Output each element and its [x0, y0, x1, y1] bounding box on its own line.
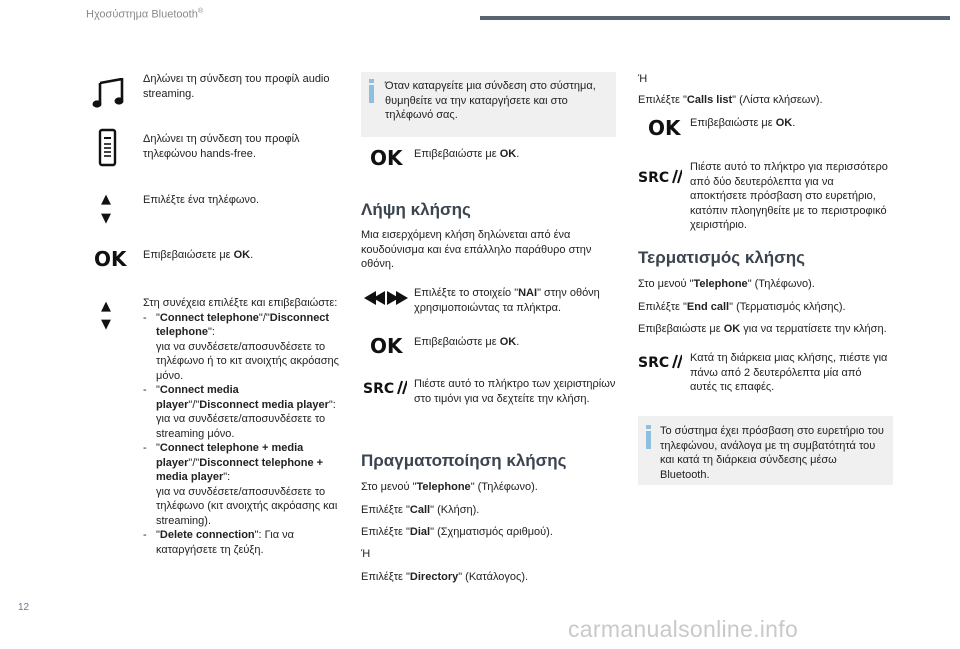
src-button-icon — [363, 378, 407, 396]
select-call-text: Επιλέξτε "Call" (Κλήση). — [361, 504, 480, 516]
or-text: Ή — [638, 73, 648, 85]
section-title: Ηχοσύστημα Bluetooth® — [86, 8, 204, 21]
music-note-icon — [92, 78, 126, 110]
list-item: - "Connect media player"/"Disconnect media player": για να συνδέσετε/αποσυνδέσετε το streaming μόνο. — [143, 384, 336, 440]
or-text: Ή — [361, 548, 371, 560]
audio-profile-text: Δηλώνει τη σύνδεση του προφίλ audio streaming. — [143, 73, 330, 100]
select-phone-text: Επιλέξτε ένα τηλέφωνο. — [143, 194, 260, 206]
list-item: - "Connect telephone + media player"/"Disconnect telephone + media player": για να συνδέσετε/αποσυνδέσετε το τηλέφωνο (κιτ ανοιχτής ακρόασης και streaming). — [143, 442, 338, 527]
select-directory-text: Επιλέξτε "Directory" (Κατάλογος). — [361, 571, 529, 583]
list-item: - "Connect telephone"/"Disconnect telephone": για να συνδέσετε/αποσυνδέσετε το τηλέφωνο ή το κιτ ανοιχτής ακρόασης μόνο. — [143, 311, 339, 382]
ok-button-icon: OK — [94, 247, 127, 271]
info-box-directory: Το σύστημα έχει πρόσβαση στο ευρετήριο του τηλεφώνου, ανάλογα με τη συμβατότητά του και κατά τη διάρκεια σύνδεσης μέσω Bluetooth. — [638, 416, 893, 485]
ok-button-icon: OK — [370, 334, 403, 358]
select-end-call-text: Επιλέξτε "End call" (Τερματισμός κλήσης). — [638, 301, 846, 313]
page-number: 12 — [18, 602, 30, 613]
menu-telephone-text: Στο μενού "Telephone" (Τηλέφωνο). — [361, 481, 538, 493]
info-box-disconnect: Όταν καταργείτε μια σύνδεση στο σύστημα, θυμηθείτε να την καταργήσετε και στο τηλέφωνό σας. — [361, 72, 616, 137]
info-icon — [369, 79, 374, 83]
connection-options — [143, 296, 343, 557]
left-right-arrows-icon — [364, 290, 408, 306]
heading-end-call: Τερματισμός κλήσης — [638, 248, 806, 267]
confirm-ok-text: Επιβεβαιώστε με OK. — [414, 336, 520, 348]
select-calls-list-text: Επιλέξτε "Calls list" (Λίστα κλήσεων). — [638, 94, 823, 106]
receive-call-text: Μια εισερχόμενη κλήση δηλώνεται από ένα κουδούνισμα και ένα επάλληλο παράθυρο στην οθόνη. — [361, 229, 592, 270]
confirm-end-call-text: Επιβεβαιώστε με OK για να τερματίσετε την κλήση. — [638, 323, 887, 335]
src-end-call-text: Κατά τη διάρκεια μιας κλήσης, πιέστε για πάνω από 2 δευτερόλεπτα μία από αυτές τις επαφές. — [690, 352, 888, 393]
heading-make-call: Πραγματοποίηση κλήσης — [361, 451, 567, 470]
down-arrow-icon: ▼ — [101, 317, 111, 332]
src-accept-text: Πιέστε αυτό το πλήκτρο των χειριστηρίων στο τιμόνι για να δεχτείτε την κλήση. — [414, 378, 616, 405]
phone-icon — [98, 128, 118, 168]
up-arrow-icon: ▲ — [101, 299, 111, 314]
src-button-icon — [638, 352, 682, 370]
menu-telephone-text: Στο μενού "Telephone" (Τηλέφωνο). — [638, 278, 815, 290]
confirm-ok-text: Επιβεβαιώσετε με OK. — [143, 249, 254, 261]
up-arrow-icon: ▲ — [101, 192, 111, 207]
ok-button-icon: OK — [370, 146, 403, 170]
handsfree-profile-text: Δηλώνει τη σύνδεση του προφίλ τηλεφώνου hands-free. — [143, 133, 300, 160]
svg-text:SRC: SRC — [638, 355, 670, 370]
watermark: carmanualsonline.info — [568, 616, 799, 642]
src-directory-text: Πιέστε αυτό το πλήκτρο για περισσότερο από δύο δευτερόλεπτα για να αποκτήσετε πρόσβαση στο ευρετήριο, κατόπιν πλοηγηθείτε με το περιστροφικό χειριστήριο. — [690, 161, 888, 231]
svg-text:SRC: SRC — [638, 170, 670, 185]
heading-receive-call: Λήψη κλήσης — [361, 200, 471, 219]
list-item: - "Delete connection": Για να καταργήσετε τη ζεύξη. — [143, 529, 294, 556]
src-button-icon — [638, 167, 682, 185]
info-icon — [646, 425, 651, 429]
confirm-ok-text: Επιβεβαιώστε με OK. — [690, 117, 796, 129]
select-dial-text: Επιλέξτε "Dial" (Σχηματισμός αριθμού). — [361, 526, 553, 538]
ok-button-icon: OK — [648, 116, 681, 140]
confirm-ok-text: Επιβεβαιώστε με OK. — [414, 148, 520, 160]
svg-text:SRC: SRC — [363, 381, 395, 396]
select-yes-text: Επιλέξτε το στοιχείο "ΝΑΙ" στην οθόνη χρησιμοποιώντας τα πλήκτρα. — [414, 287, 600, 314]
header-rule — [480, 16, 950, 20]
then-select-text: Στη συνέχεια επιλέξτε και επιβεβαιώστε: — [143, 297, 338, 309]
down-arrow-icon: ▼ — [101, 211, 111, 226]
